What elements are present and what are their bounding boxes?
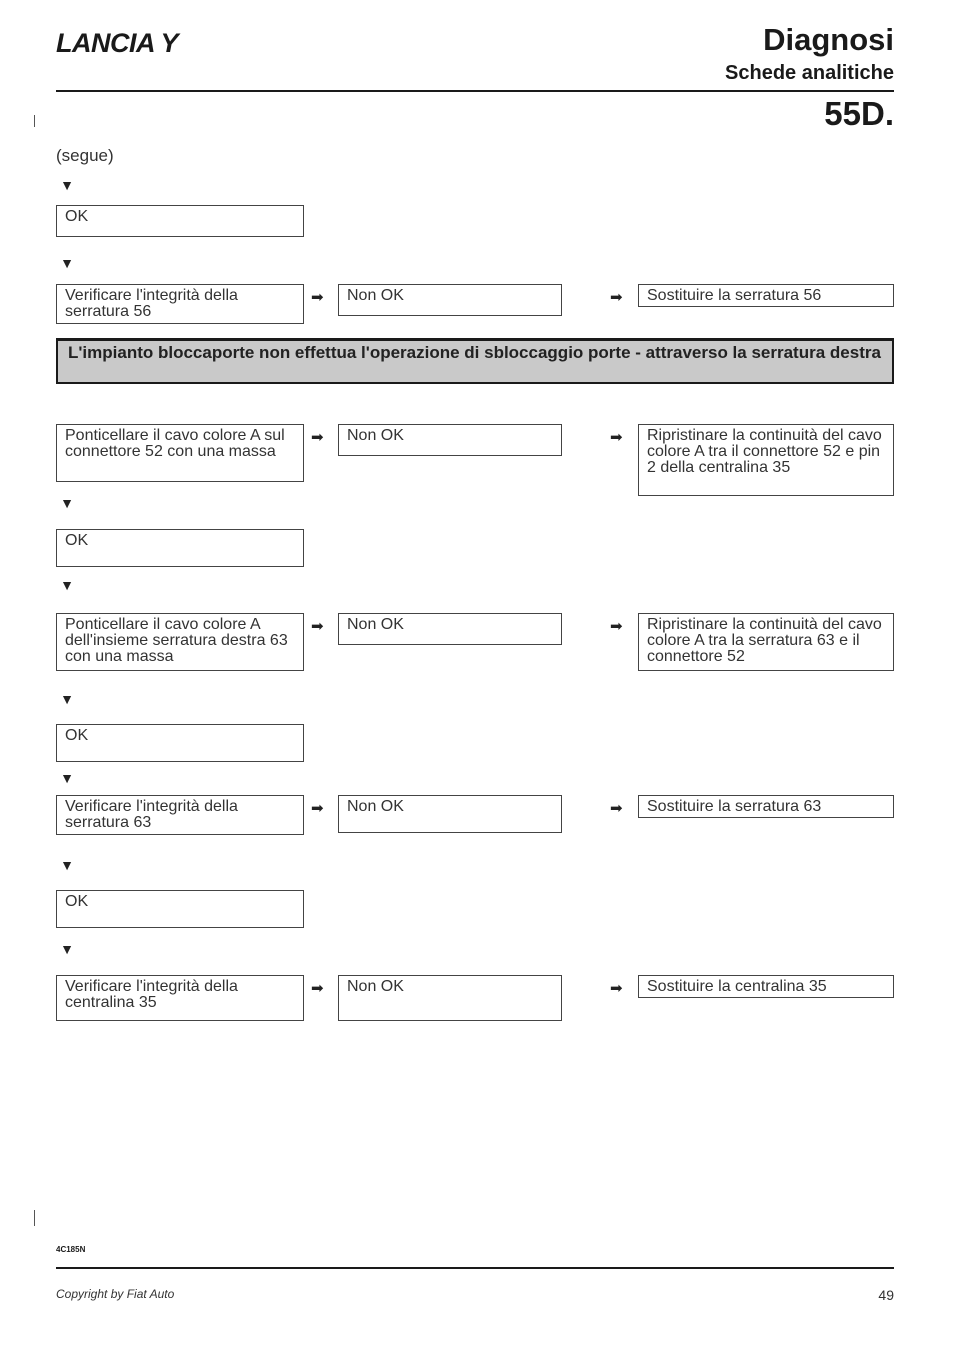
- arrow-right-icon: ➡: [610, 980, 623, 997]
- margin-mark: [34, 1210, 35, 1226]
- arrow-down-icon: ▼: [60, 691, 74, 707]
- ok-box: OK: [56, 890, 304, 928]
- arrow-right-icon: ➡: [610, 429, 623, 446]
- check-box: Verificare l'integrità della centralina 35: [56, 975, 304, 1021]
- margin-mark: [34, 115, 35, 127]
- arrow-right-icon: ➡: [311, 289, 324, 306]
- nonok-box: Non OK: [338, 613, 562, 645]
- footer-rule: [56, 1267, 894, 1269]
- arrow-down-icon: ▼: [60, 177, 74, 193]
- arrow-down-icon: ▼: [60, 857, 74, 873]
- brand-title: LANCIA Y: [56, 28, 179, 58]
- reference-code: 4C185N: [56, 1245, 86, 1254]
- copyright: Copyright by Fiat Auto: [56, 1287, 175, 1301]
- nonok-box: Non OK: [338, 424, 562, 456]
- check-box: Verificare l'integrità della serratura 56: [56, 284, 304, 324]
- step-box: Ponticellare il cavo colore A sul connettore 52 con una massa: [56, 424, 304, 482]
- section-code: 55D.: [824, 95, 894, 132]
- arrow-right-icon: ➡: [610, 618, 623, 635]
- action-box: Ripristinare la continuità del cavo colore A tra la serratura 63 e il connettore 52: [638, 613, 894, 671]
- arrow-right-icon: ➡: [610, 800, 623, 817]
- arrow-down-icon: ▼: [60, 941, 74, 957]
- action-box: Sostituire la serratura 63: [638, 795, 894, 818]
- arrow-right-icon: ➡: [311, 429, 324, 446]
- page-title: Diagnosi: [763, 22, 894, 57]
- arrow-down-icon: ▼: [60, 770, 74, 786]
- page-subtitle: Schede analitiche: [725, 62, 894, 84]
- ok-box: OK: [56, 529, 304, 567]
- arrow-right-icon: ➡: [610, 289, 623, 306]
- nonok-box: Non OK: [338, 284, 562, 316]
- nonok-box: Non OK: [338, 795, 562, 833]
- arrow-right-icon: ➡: [311, 618, 324, 635]
- continued-label: (segue): [56, 146, 114, 165]
- arrow-right-icon: ➡: [311, 980, 324, 997]
- section-banner: L'impianto bloccaporte non effettua l'operazione di sbloccaggio porte - attraverso la serratura destra: [56, 338, 894, 384]
- header-rule: [56, 90, 894, 92]
- ok-box: OK: [56, 205, 304, 237]
- arrow-down-icon: ▼: [60, 577, 74, 593]
- arrow-down-icon: ▼: [60, 255, 74, 271]
- page-number: 49: [878, 1287, 894, 1303]
- check-box: Verificare l'integrità della serratura 63: [56, 795, 304, 835]
- action-box: Ripristinare la continuità del cavo colore A tra il connettore 52 e pin 2 della centralina 35: [638, 424, 894, 496]
- action-box: Sostituire la serratura 56: [638, 284, 894, 307]
- arrow-down-icon: ▼: [60, 495, 74, 511]
- ok-box: OK: [56, 724, 304, 762]
- action-box: Sostituire la centralina 35: [638, 975, 894, 998]
- nonok-box: Non OK: [338, 975, 562, 1021]
- step-box: Ponticellare il cavo colore A dell'insieme serratura destra 63 con una massa: [56, 613, 304, 671]
- arrow-right-icon: ➡: [311, 800, 324, 817]
